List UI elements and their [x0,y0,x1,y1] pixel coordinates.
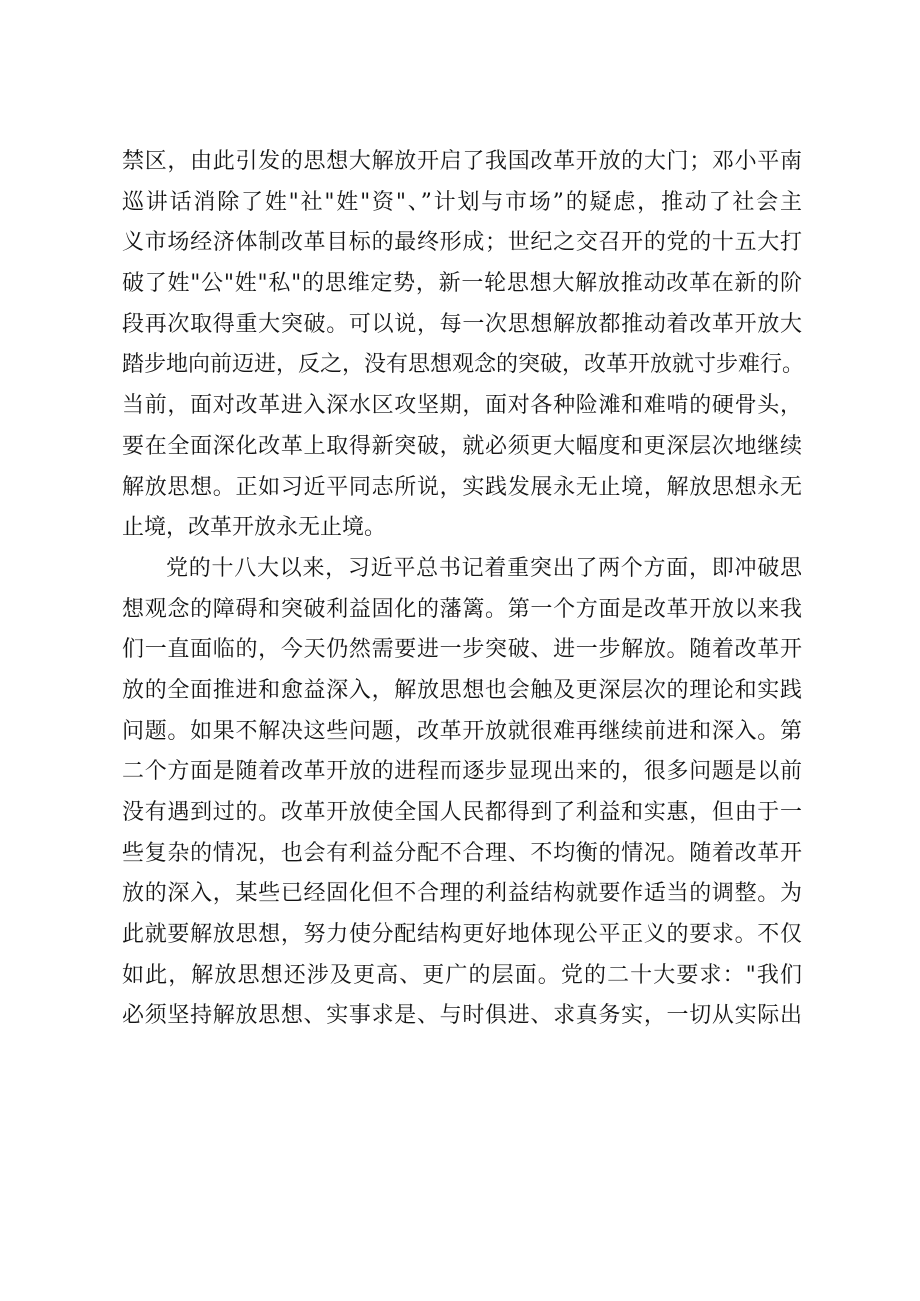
text-line: 踏步地向前迈进，反之，没有思想观念的突破，改革开放就寸步难行。 [122,352,805,378]
text-line: 要在全面深化改革上取得新突破，就必须更大幅度和更深层次地继续 [122,433,802,459]
text-line: 们一直面临的，今天仍然需要进一步突破、进一步解放。随着改革开 [122,637,802,663]
document-body [122,142,805,1037]
text-line: 解放思想。正如习近平同志所说，实践发展永无止境，解放思想永无 [122,474,802,500]
text-line: 段再次取得重大突破。可以说，每一次思想解放都推动着改革开放大 [122,311,802,337]
text-line: 些复杂的情况，也会有利益分配不合理、不均衡的情况。随着改革开 [122,840,802,866]
text-line: 党的十八大以来，习近平总书记着重突出了两个方面，即冲破思 [166,555,802,581]
text-line: 当前，面对改革进入深水区攻坚期，面对各种险滩和难啃的硬骨头， [122,393,802,419]
paragraph-2 [122,549,802,1037]
paragraph-1 [122,142,805,549]
text-line: 必须坚持解放思想、实事求是、与时俱进、求真务实，一切从实际出 [122,1003,802,1029]
text-line: 止境，改革开放永无止境。 [122,515,387,541]
text-line: 二个方面是随着改革开放的进程而逐步显现出来的，很多问题是以前 [122,759,802,785]
text-line: 禁区，由此引发的思想大解放开启了我国改革开放的大门；邓小平南 [122,149,802,174]
text-line: 义市场经济体制改革目标的最终形成；世纪之交召开的党的十五大打 [122,230,802,256]
text-line: 如此，解放思想还涉及更高、更广的层面。党的二十大要求："我们 [122,962,802,988]
text-line: 放的深入，某些已经固化但不合理的利益结构就要作适当的调整。为 [122,881,802,907]
text-line: 没有遇到过的。改革开放使全国人民都得到了利益和实惠，但由于一 [122,800,802,825]
text-line: 放的全面推进和愈益深入，解放思想也会触及更深层次的理论和实践 [122,677,802,703]
text-line: 巡讲话消除了姓"社"姓"资"、”计划与市场”的疑虑，推动了社会主 [122,189,802,215]
text-line: 此就要解放思想，努力使分配结构更好地体现公平正义的要求。不仅 [122,922,802,948]
text-line: 破了姓"公"姓"私"的思维定势，新一轮思想大解放推动改革在新的阶 [122,271,802,297]
text-line: 问题。如果不解决这些问题，改革开放就很难再继续前进和深入。第 [122,718,802,744]
text-line: 想观念的障碍和突破利益固化的藩篱。第一个方面是改革开放以来我 [122,596,802,622]
